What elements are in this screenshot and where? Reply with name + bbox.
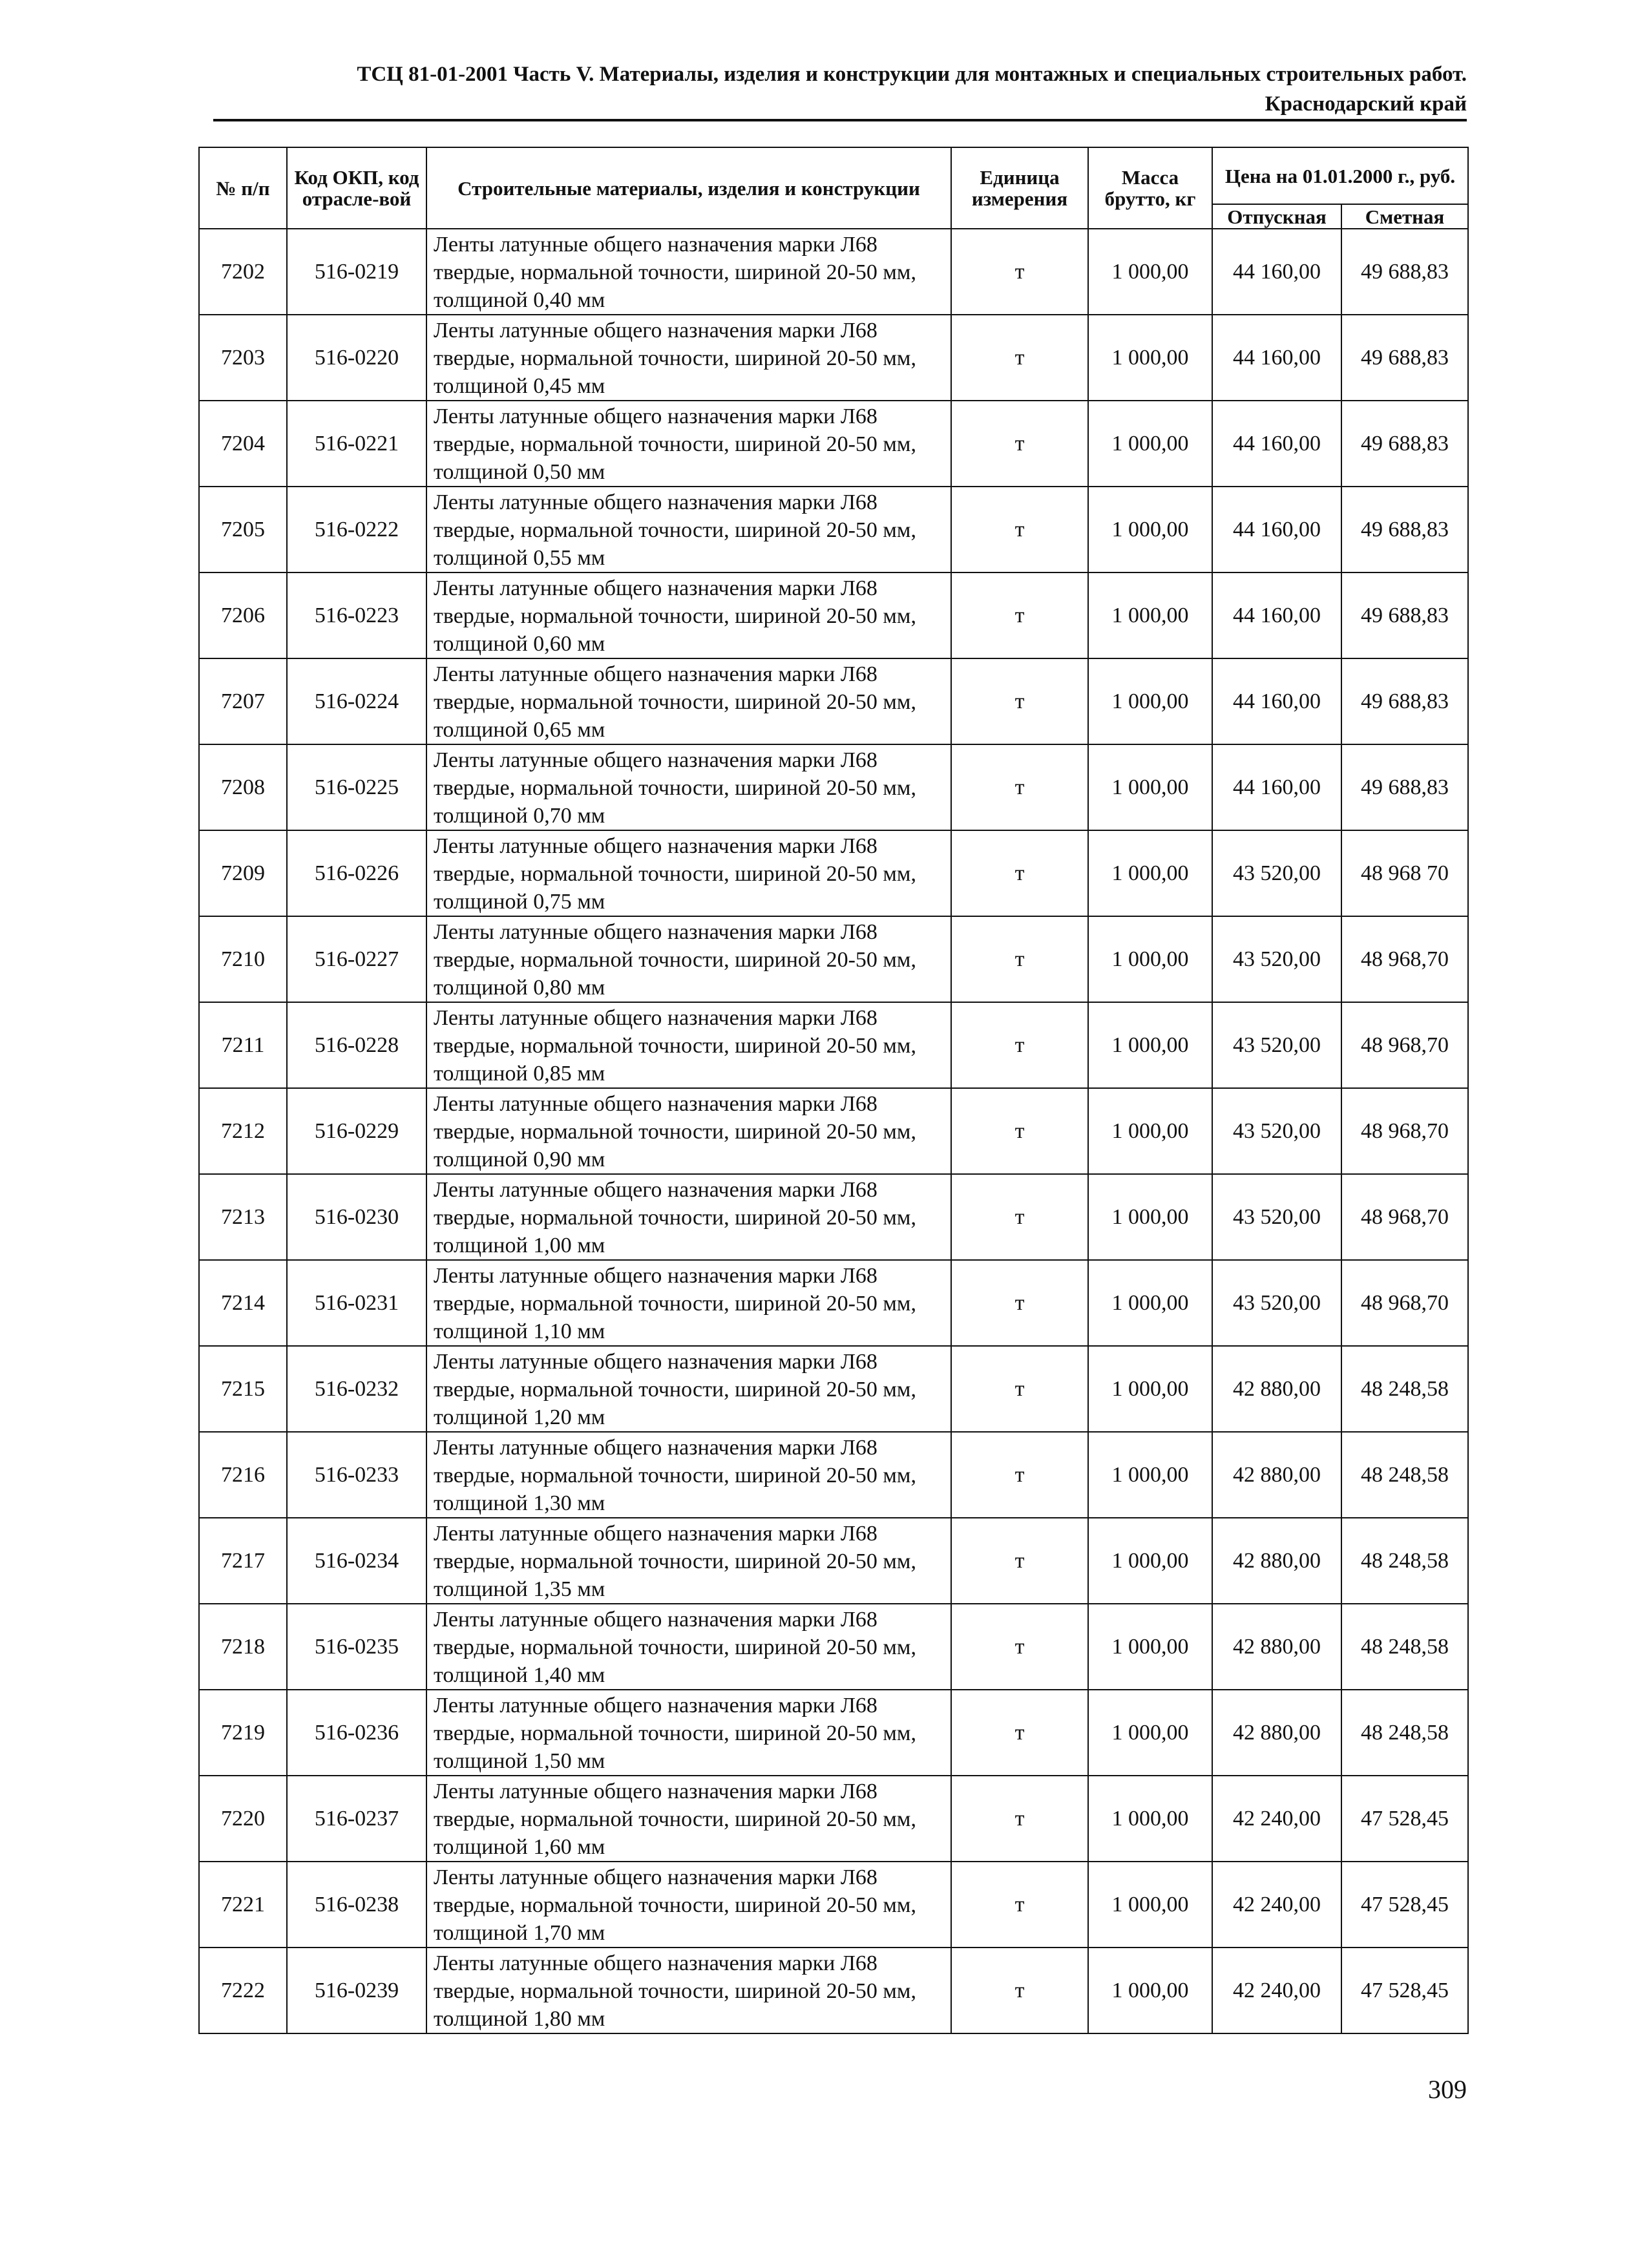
table-row [199, 658, 1468, 744]
cell-name: Ленты латунные общего назначения марки Л68 твердые, нормальной точности, шириной 20-50 мм, толщиной 0,90 мм [426, 1088, 951, 1174]
cell-release: 44 160,00 [1212, 315, 1341, 401]
table-row [199, 830, 1468, 916]
cell-mass: 1 000,00 [1088, 916, 1212, 1002]
cell-unit: т [951, 1174, 1088, 1260]
table-header [199, 147, 1468, 229]
price-table [198, 147, 1469, 2034]
cell-num: 7217 [199, 1518, 287, 1604]
cell-mass: 1 000,00 [1088, 229, 1212, 315]
col-header-unit: Единица измерения [951, 147, 1088, 229]
table-row [199, 487, 1468, 572]
cell-name: Ленты латунные общего назначения марки Л68 твердые, нормальной точности, шириной 20-50 мм, толщиной 1,35 мм [426, 1518, 951, 1604]
cell-mass: 1 000,00 [1088, 1604, 1212, 1690]
cell-mass: 1 000,00 [1088, 1776, 1212, 1862]
table-row [199, 1690, 1468, 1776]
cell-estimate: 47 528,45 [1341, 1948, 1468, 2033]
cell-mass: 1 000,00 [1088, 1862, 1212, 1948]
cell-unit: т [951, 744, 1088, 830]
table-row [199, 572, 1468, 658]
cell-name: Ленты латунные общего назначения марки Л68 твердые, нормальной точности, шириной 20-50 мм, толщиной 0,40 мм [426, 229, 951, 315]
cell-code: 516-0229 [287, 1088, 426, 1174]
cell-name: Ленты латунные общего назначения марки Л68 твердые, нормальной точности, шириной 20-50 мм, толщиной 0,55 мм [426, 487, 951, 572]
cell-release: 43 520,00 [1212, 830, 1341, 916]
cell-name: Ленты латунные общего назначения марки Л68 твердые, нормальной точности, шириной 20-50 мм, толщиной 1,40 мм [426, 1604, 951, 1690]
cell-release: 42 240,00 [1212, 1948, 1341, 2033]
cell-estimate: 49 688,83 [1341, 487, 1468, 572]
cell-estimate: 47 528,45 [1341, 1862, 1468, 1948]
cell-release: 43 520,00 [1212, 916, 1341, 1002]
cell-unit: т [951, 487, 1088, 572]
cell-release: 44 160,00 [1212, 229, 1341, 315]
cell-name: Ленты латунные общего назначения марки Л68 твердые, нормальной точности, шириной 20-50 мм, толщиной 0,65 мм [426, 658, 951, 744]
cell-code: 516-0236 [287, 1690, 426, 1776]
cell-unit: т [951, 1518, 1088, 1604]
cell-unit: т [951, 315, 1088, 401]
cell-name: Ленты латунные общего назначения марки Л68 твердые, нормальной точности, шириной 20-50 мм, толщиной 1,60 мм [426, 1776, 951, 1862]
cell-name: Ленты латунные общего назначения марки Л68 твердые, нормальной точности, шириной 20-50 мм, толщиной 0,75 мм [426, 830, 951, 916]
cell-estimate: 48 248,58 [1341, 1690, 1468, 1776]
cell-mass: 1 000,00 [1088, 572, 1212, 658]
cell-mass: 1 000,00 [1088, 487, 1212, 572]
cell-code: 516-0239 [287, 1948, 426, 2033]
table-row [199, 1174, 1468, 1260]
cell-num: 7221 [199, 1862, 287, 1948]
cell-release: 42 240,00 [1212, 1862, 1341, 1948]
cell-unit: т [951, 1690, 1088, 1776]
cell-code: 516-0234 [287, 1518, 426, 1604]
cell-mass: 1 000,00 [1088, 744, 1212, 830]
cell-name: Ленты латунные общего назначения марки Л68 твердые, нормальной точности, шириной 20-50 мм, толщиной 0,70 мм [426, 744, 951, 830]
table-row [199, 1088, 1468, 1174]
cell-code: 516-0226 [287, 830, 426, 916]
cell-num: 7208 [199, 744, 287, 830]
cell-mass: 1 000,00 [1088, 1948, 1212, 2033]
cell-name: Ленты латунные общего назначения марки Л68 твердые, нормальной точности, шириной 20-50 мм, толщиной 1,00 мм [426, 1174, 951, 1260]
cell-estimate: 49 688,83 [1341, 572, 1468, 658]
cell-code: 516-0219 [287, 229, 426, 315]
col-header-code: Код ОКП, код отрасле-вой [287, 147, 426, 229]
cell-num: 7216 [199, 1432, 287, 1518]
cell-code: 516-0238 [287, 1862, 426, 1948]
cell-release: 42 880,00 [1212, 1346, 1341, 1432]
cell-release: 42 880,00 [1212, 1518, 1341, 1604]
cell-mass: 1 000,00 [1088, 315, 1212, 401]
cell-unit: т [951, 1088, 1088, 1174]
cell-release: 42 880,00 [1212, 1690, 1341, 1776]
cell-code: 516-0227 [287, 916, 426, 1002]
header-title: ТСЦ 81-01-2001 Часть V. Материалы, изделия и конструкции для монтажных и специальных строительных работ. [357, 63, 1467, 86]
cell-unit: т [951, 1432, 1088, 1518]
cell-estimate: 48 968,70 [1341, 1088, 1468, 1174]
cell-code: 516-0230 [287, 1174, 426, 1260]
cell-unit: т [951, 1776, 1088, 1862]
cell-release: 43 520,00 [1212, 1260, 1341, 1346]
cell-code: 516-0224 [287, 658, 426, 744]
cell-code: 516-0225 [287, 744, 426, 830]
table-row [199, 916, 1468, 1002]
cell-name: Ленты латунные общего назначения марки Л68 твердые, нормальной точности, шириной 20-50 мм, толщиной 1,30 мм [426, 1432, 951, 1518]
cell-num: 7219 [199, 1690, 287, 1776]
col-header-name: Строительные материалы, изделия и конструкции [426, 147, 951, 229]
col-header-price-group: Цена на 01.01.2000 г., руб. [1212, 147, 1468, 204]
table-row [199, 1432, 1468, 1518]
cell-estimate: 48 248,58 [1341, 1432, 1468, 1518]
cell-code: 516-0221 [287, 401, 426, 487]
cell-code: 516-0220 [287, 315, 426, 401]
cell-code: 516-0223 [287, 572, 426, 658]
cell-name: Ленты латунные общего назначения марки Л68 твердые, нормальной точности, шириной 20-50 мм, толщиной 0,45 мм [426, 315, 951, 401]
table-row [199, 1002, 1468, 1088]
cell-mass: 1 000,00 [1088, 1088, 1212, 1174]
cell-name: Ленты латунные общего назначения марки Л68 твердые, нормальной точности, шириной 20-50 мм, толщиной 1,80 мм [426, 1948, 951, 2033]
header-rule [213, 119, 1467, 121]
cell-release: 42 880,00 [1212, 1432, 1341, 1518]
cell-num: 7205 [199, 487, 287, 572]
cell-num: 7211 [199, 1002, 287, 1088]
cell-release: 42 880,00 [1212, 1604, 1341, 1690]
cell-estimate: 48 968,70 [1341, 1002, 1468, 1088]
cell-estimate: 48 968,70 [1341, 916, 1468, 1002]
cell-release: 43 520,00 [1212, 1088, 1341, 1174]
cell-unit: т [951, 1002, 1088, 1088]
cell-unit: т [951, 1948, 1088, 2033]
cell-num: 7202 [199, 229, 287, 315]
cell-estimate: 49 688,83 [1341, 315, 1468, 401]
table-row [199, 1776, 1468, 1862]
table-row [199, 229, 1468, 315]
cell-num: 7222 [199, 1948, 287, 2033]
cell-estimate: 48 968,70 [1341, 1174, 1468, 1260]
cell-estimate: 48 248,58 [1341, 1518, 1468, 1604]
table-row [199, 1346, 1468, 1432]
cell-release: 43 520,00 [1212, 1002, 1341, 1088]
cell-unit: т [951, 916, 1088, 1002]
cell-estimate: 48 968,70 [1341, 1260, 1468, 1346]
cell-code: 516-0237 [287, 1776, 426, 1862]
col-header-price-release: Отпускная [1212, 204, 1341, 229]
cell-unit: т [951, 572, 1088, 658]
table-row [199, 401, 1468, 487]
cell-code: 516-0233 [287, 1432, 426, 1518]
cell-unit: т [951, 229, 1088, 315]
cell-name: Ленты латунные общего назначения марки Л68 твердые, нормальной точности, шириной 20-50 мм, толщиной 1,10 мм [426, 1260, 951, 1346]
cell-num: 7206 [199, 572, 287, 658]
cell-estimate: 48 968 70 [1341, 830, 1468, 916]
cell-num: 7207 [199, 658, 287, 744]
page-number: 309 [1428, 2075, 1467, 2104]
cell-release: 44 160,00 [1212, 401, 1341, 487]
cell-estimate: 49 688,83 [1341, 658, 1468, 744]
cell-unit: т [951, 1346, 1088, 1432]
cell-unit: т [951, 1604, 1088, 1690]
table-row [199, 315, 1468, 401]
cell-name: Ленты латунные общего назначения марки Л68 твердые, нормальной точности, шириной 20-50 мм, толщиной 1,70 мм [426, 1862, 951, 1948]
cell-mass: 1 000,00 [1088, 1174, 1212, 1260]
cell-num: 7214 [199, 1260, 287, 1346]
cell-name: Ленты латунные общего назначения марки Л68 твердые, нормальной точности, шириной 20-50 мм, толщиной 1,20 мм [426, 1346, 951, 1432]
cell-code: 516-0222 [287, 487, 426, 572]
cell-code: 516-0235 [287, 1604, 426, 1690]
col-header-price-estimate: Сметная [1341, 204, 1468, 229]
table-body [199, 229, 1468, 2033]
table-row [199, 1518, 1468, 1604]
cell-release: 44 160,00 [1212, 744, 1341, 830]
cell-name: Ленты латунные общего назначения марки Л68 твердые, нормальной точности, шириной 20-50 мм, толщиной 0,80 мм [426, 916, 951, 1002]
cell-release: 44 160,00 [1212, 572, 1341, 658]
table-row [199, 1862, 1468, 1948]
cell-code: 516-0232 [287, 1346, 426, 1432]
cell-mass: 1 000,00 [1088, 1432, 1212, 1518]
cell-num: 7215 [199, 1346, 287, 1432]
cell-num: 7209 [199, 830, 287, 916]
header-region: Краснодарский край [1265, 92, 1467, 116]
cell-estimate: 49 688,83 [1341, 744, 1468, 830]
cell-estimate: 49 688,83 [1341, 401, 1468, 487]
cell-mass: 1 000,00 [1088, 830, 1212, 916]
cell-release: 42 240,00 [1212, 1776, 1341, 1862]
cell-unit: т [951, 658, 1088, 744]
cell-unit: т [951, 1260, 1088, 1346]
cell-name: Ленты латунные общего назначения марки Л68 твердые, нормальной точности, шириной 20-50 мм, толщиной 0,85 мм [426, 1002, 951, 1088]
cell-release: 44 160,00 [1212, 487, 1341, 572]
cell-unit: т [951, 401, 1088, 487]
cell-num: 7204 [199, 401, 287, 487]
col-header-num: № п/п [199, 147, 287, 229]
cell-mass: 1 000,00 [1088, 1690, 1212, 1776]
cell-mass: 1 000,00 [1088, 1260, 1212, 1346]
cell-estimate: 47 528,45 [1341, 1776, 1468, 1862]
cell-name: Ленты латунные общего назначения марки Л68 твердые, нормальной точности, шириной 20-50 мм, толщиной 1,50 мм [426, 1690, 951, 1776]
cell-mass: 1 000,00 [1088, 658, 1212, 744]
cell-num: 7218 [199, 1604, 287, 1690]
cell-mass: 1 000,00 [1088, 401, 1212, 487]
table-row [199, 1604, 1468, 1690]
table-row [199, 1948, 1468, 2033]
cell-num: 7210 [199, 916, 287, 1002]
cell-num: 7203 [199, 315, 287, 401]
cell-mass: 1 000,00 [1088, 1002, 1212, 1088]
cell-num: 7213 [199, 1174, 287, 1260]
cell-mass: 1 000,00 [1088, 1346, 1212, 1432]
cell-unit: т [951, 830, 1088, 916]
cell-name: Ленты латунные общего назначения марки Л68 твердые, нормальной точности, шириной 20-50 мм, толщиной 0,60 мм [426, 572, 951, 658]
col-header-mass: Масса брутто, кг [1088, 147, 1212, 229]
cell-estimate: 49 688,83 [1341, 229, 1468, 315]
table-row [199, 1260, 1468, 1346]
cell-unit: т [951, 1862, 1088, 1948]
cell-estimate: 48 248,58 [1341, 1346, 1468, 1432]
cell-code: 516-0228 [287, 1002, 426, 1088]
cell-num: 7220 [199, 1776, 287, 1862]
cell-mass: 1 000,00 [1088, 1518, 1212, 1604]
cell-num: 7212 [199, 1088, 287, 1174]
table-row [199, 744, 1468, 830]
cell-code: 516-0231 [287, 1260, 426, 1346]
cell-estimate: 48 248,58 [1341, 1604, 1468, 1690]
cell-release: 44 160,00 [1212, 658, 1341, 744]
page-header [213, 59, 1467, 119]
cell-name: Ленты латунные общего назначения марки Л68 твердые, нормальной точности, шириной 20-50 мм, толщиной 0,50 мм [426, 401, 951, 487]
cell-release: 43 520,00 [1212, 1174, 1341, 1260]
